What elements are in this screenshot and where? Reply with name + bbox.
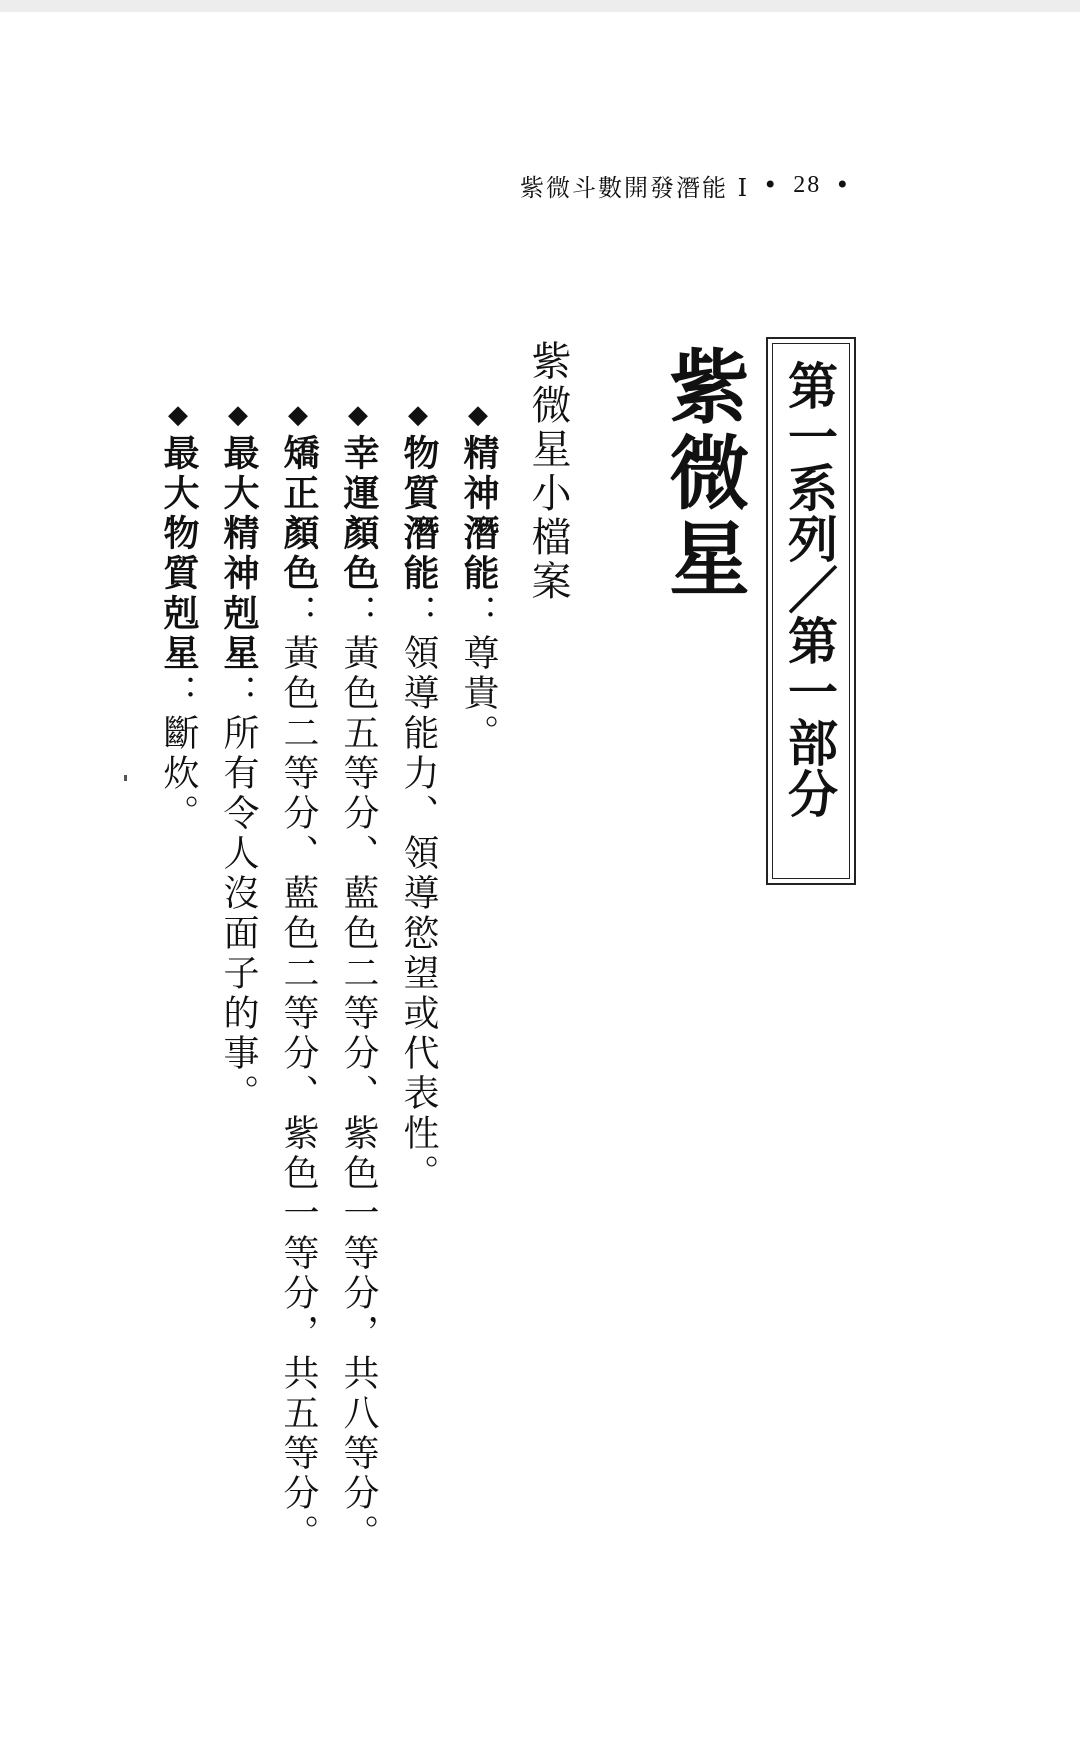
- entry-value: 黃色五等分、藍色二等分、紫色一等分，共八等分。: [338, 634, 379, 1554]
- entry-value: 尊貴。: [458, 634, 499, 754]
- chapter-title: 紫微星: [656, 345, 749, 603]
- entry-label: 最大物質剋星: [158, 434, 199, 674]
- entry-value: 所有令人沒面子的事。: [218, 714, 259, 1114]
- header-separator: •: [763, 171, 780, 199]
- entry-colon: ：: [278, 594, 319, 634]
- entry-colon: ：: [338, 594, 379, 634]
- page-number: 28: [793, 171, 822, 198]
- profile-entry: [218, 400, 259, 1114]
- diamond-bullet-icon: ◆: [403, 400, 433, 434]
- book-title: 紫微斗數開發潛能 I: [520, 173, 750, 202]
- running-header: [520, 165, 920, 205]
- header-trailing-mark: •: [835, 171, 852, 199]
- profile-entry: [278, 400, 319, 1554]
- entry-label: 最大精神剋星: [218, 434, 259, 674]
- diamond-bullet-icon: ◆: [163, 400, 193, 434]
- profile-entry: [458, 400, 499, 754]
- entry-colon: ：: [218, 674, 259, 714]
- diamond-bullet-icon: ◆: [463, 400, 493, 434]
- entry-label: 幸運顏色: [338, 434, 379, 594]
- profile-entry: [158, 400, 199, 834]
- entry-label: 矯正顏色: [278, 434, 319, 594]
- diamond-bullet-icon: ◆: [223, 400, 253, 434]
- profile-entry: [398, 400, 439, 1194]
- entry-value: 斷炊。: [158, 714, 199, 834]
- entry-label: 精神潛能: [458, 434, 499, 594]
- entry-colon: ：: [398, 594, 439, 634]
- section-label: 第一系列／第一部分: [780, 360, 838, 819]
- profile-title: 紫微星小檔案: [525, 340, 571, 604]
- diamond-bullet-icon: ◆: [343, 400, 373, 434]
- scan-speck: [124, 775, 127, 781]
- entry-label: 物質潛能: [398, 434, 439, 594]
- diamond-bullet-icon: ◆: [283, 400, 313, 434]
- entry-colon: ：: [158, 674, 199, 714]
- entry-colon: ：: [458, 594, 499, 634]
- entry-value: 黃色二等分、藍色二等分、紫色一等分，共五等分。: [278, 634, 319, 1554]
- top-scan-strip: [0, 0, 1080, 12]
- profile-entry: [338, 400, 379, 1554]
- entry-value: 領導能力、領導慾望或代表性。: [398, 634, 439, 1194]
